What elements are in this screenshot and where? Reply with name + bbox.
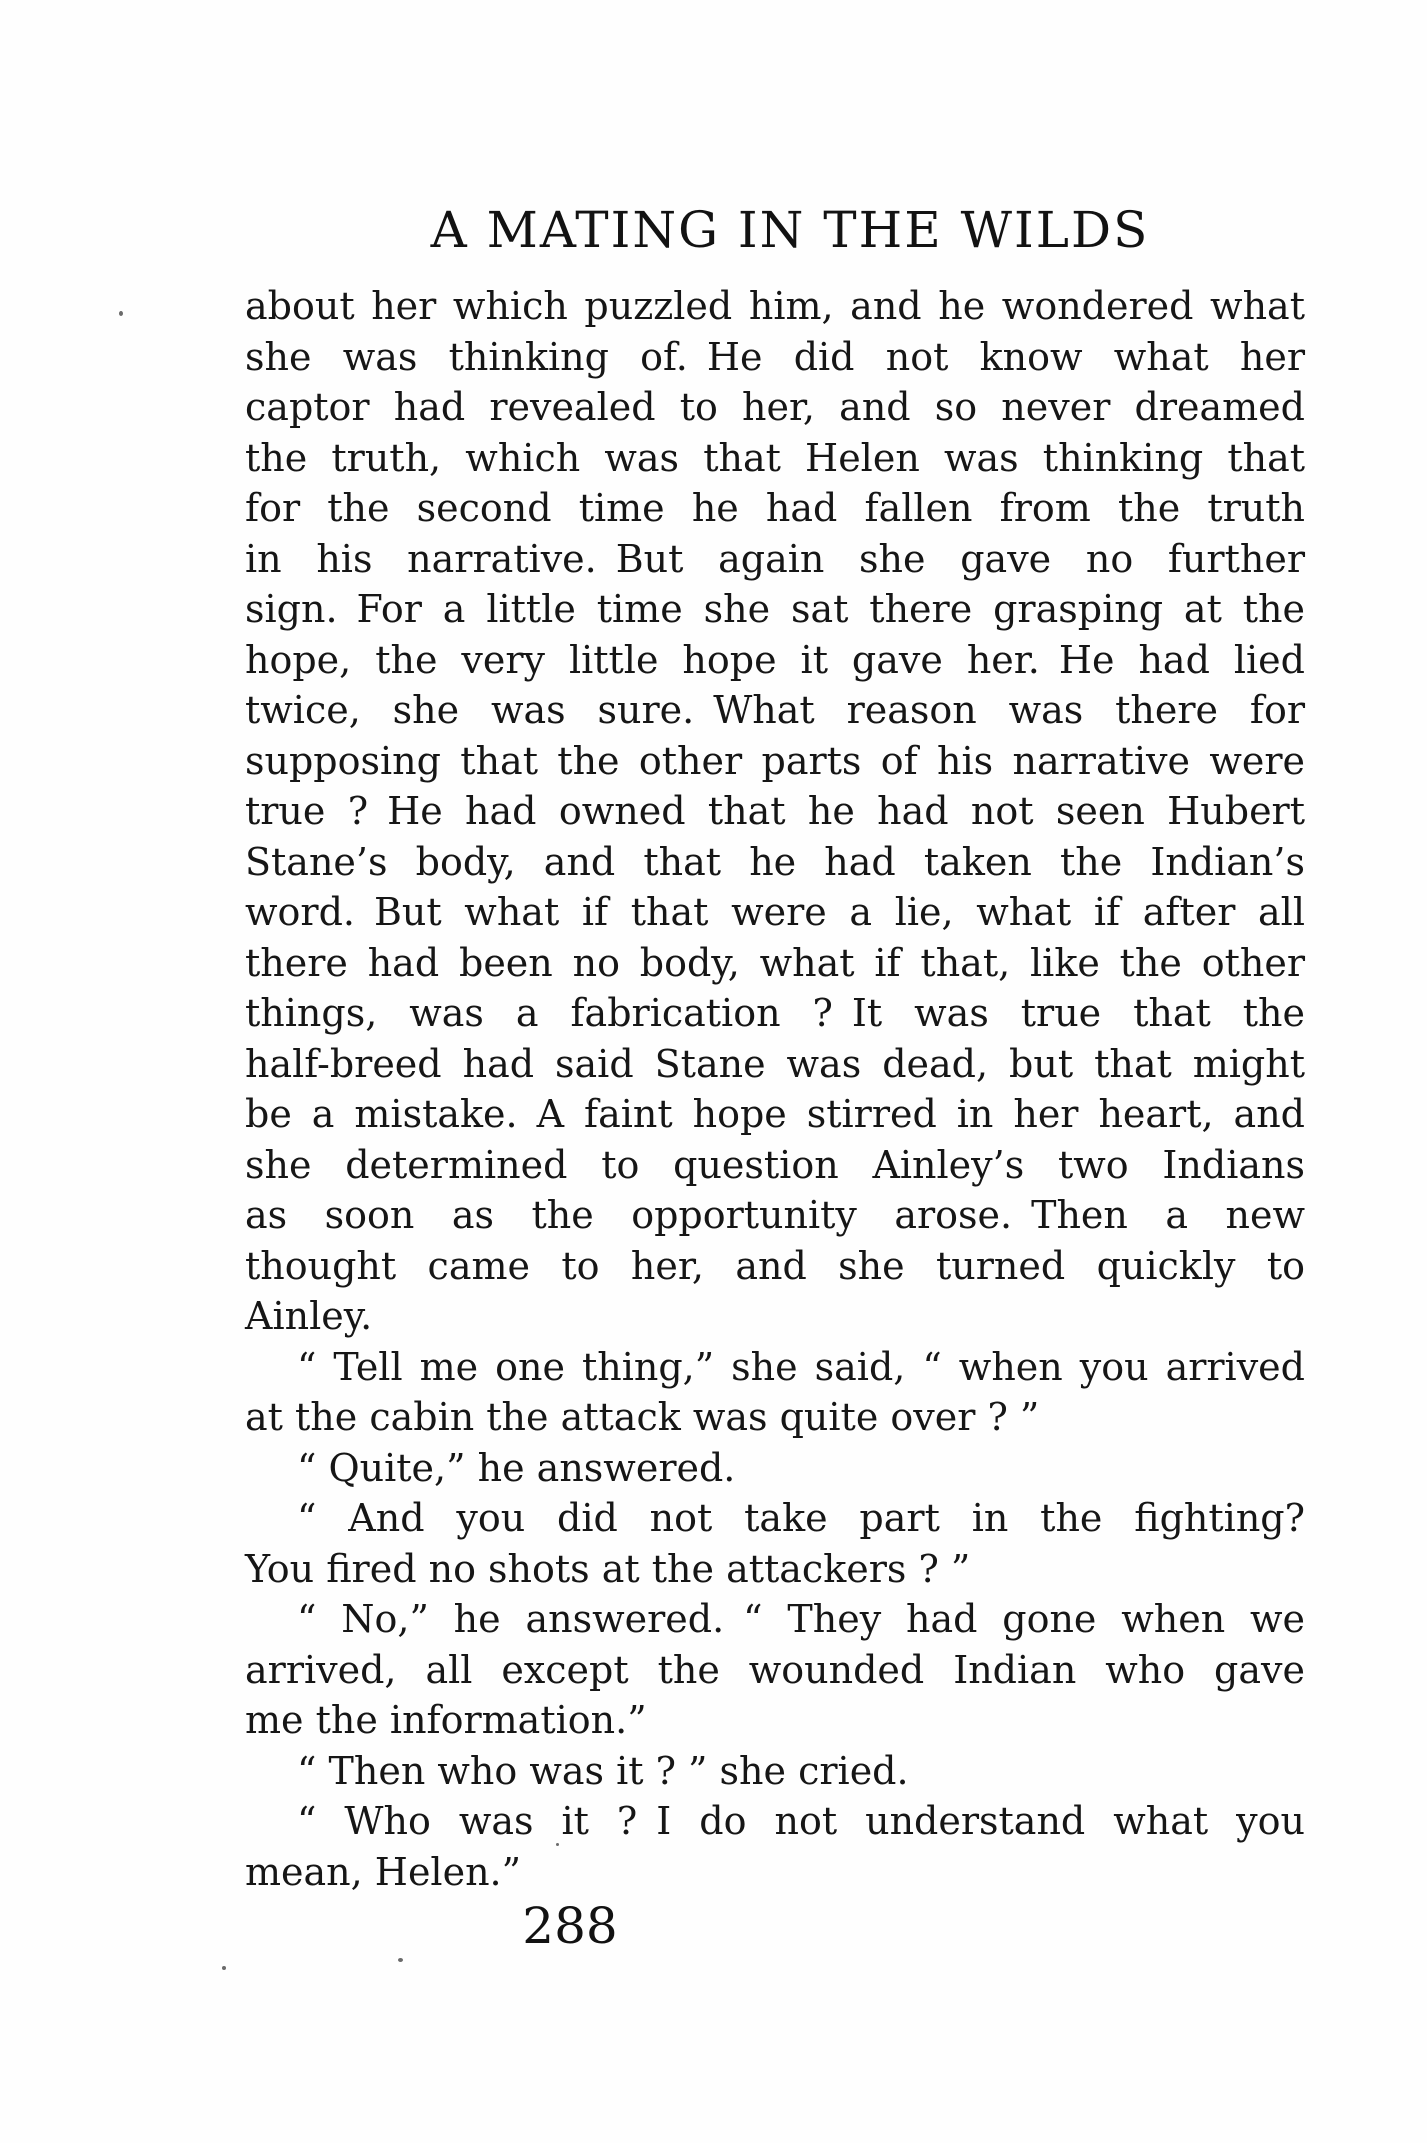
scan-speck [398,1958,403,1962]
text-line: about her which puzzled him, and he wondered what [245,284,1305,328]
text-line: hope, the very little hope it gave her. He had lied [245,637,1305,682]
text-line: she was thinking of. He did not know what her [245,334,1305,379]
text-line: the truth, which was that Helen was thinking that [245,435,1305,480]
text-line: Ainley. [245,1294,373,1338]
text-line: You fired no shots at the attackers ? ” [245,1546,971,1591]
page-title: A MATING IN THE WILDS [430,201,1150,259]
text-line: as soon as the opportunity arose. Then a new [245,1193,1305,1237]
text-line: for the second time he had fallen from the truth [245,486,1305,530]
text-line: me the information.” [245,1698,647,1742]
text-line: twice, she was sure. What reason was there for [245,688,1305,732]
body-text-block [245,281,1305,1897]
text-line: half-breed had said Stane was dead, but that might [245,1041,1305,1086]
text-line: “ Who was it ? I do not understand what you [297,1799,1305,1843]
text-line: there had been no body, what if that, like the other [245,940,1305,985]
text-line: in his narrative. But again she gave no further [245,536,1305,581]
text-line: mean, Helen.” [245,1849,522,1894]
text-line: “ Tell me one thing,” she said, “ when you arrived [297,1344,1305,1389]
page-number: 288 [522,1897,618,1955]
text-line: word. But what if that were a lie, what if after all [245,890,1305,934]
text-line: be a mistake. A faint hope stirred in her heart, and [245,1092,1305,1136]
text-line: sign. For a little time she sat there grasping at the [245,587,1305,631]
scan-speck [556,1843,559,1846]
scan-speck [222,1966,226,1970]
text-line: true ? He had owned that he had not seen Hubert [245,789,1305,833]
text-line: she determined to question Ainley’s two Indians [245,1142,1305,1187]
text-line: arrived, all except the wounded Indian who gave [245,1647,1305,1692]
text-line: supposing that the other parts of his narrative were [245,738,1305,783]
text-line: “ No,” he answered. “ They had gone when we [297,1597,1305,1641]
text-line: “ Then who was it ? ” she cried. [297,1748,909,1793]
text-line: Stane’s body, and that he had taken the Indian’s [245,839,1305,884]
scan-speck [119,311,123,316]
text-line: captor had revealed to her, and so never dreamed [245,385,1305,429]
text-line: at the cabin the attack was quite over ? ” [245,1395,1040,1439]
text-line: “ And you did not take part in the fighting? [297,1496,1305,1540]
text-line: “ Quite,” he answered. [297,1445,736,1490]
text-line: things, was a fabrication ? It was true that the [245,991,1305,1035]
text-line: thought came to her, and she turned quickly to [245,1243,1305,1288]
